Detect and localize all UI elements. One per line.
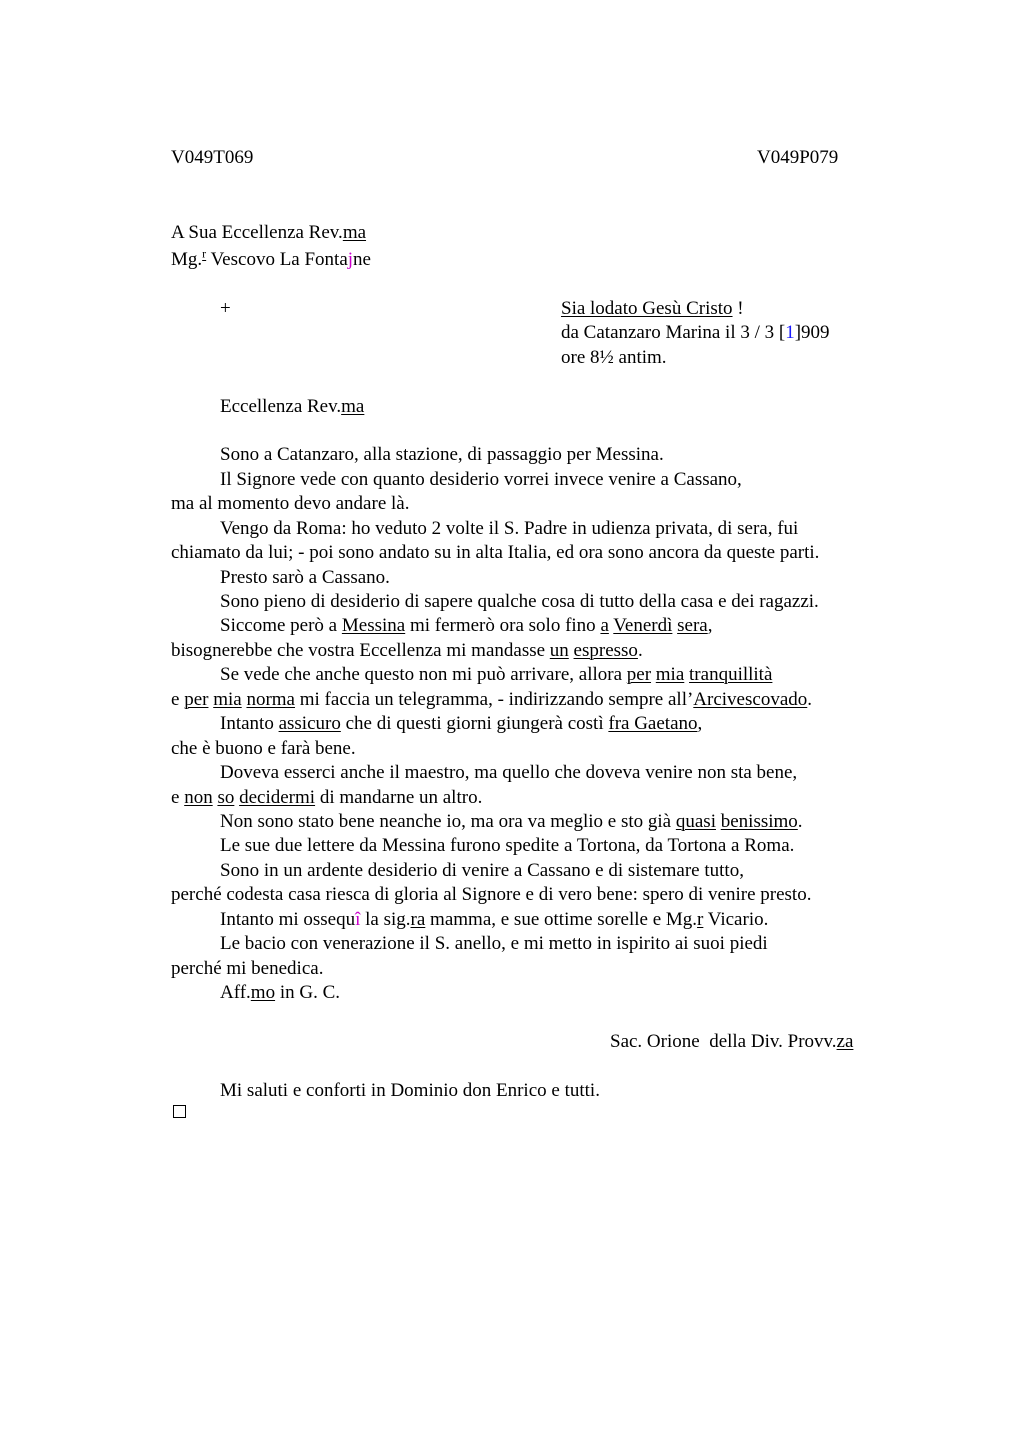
signature: Sac. Orione della Div. Provv.za [610,1031,854,1052]
body-line: perché mi benedica. [171,958,324,979]
header-left-code: V049T069 [171,147,254,168]
address-line-1: A Sua Eccellenza Rev.ma [171,222,367,243]
body-line: e non so decidermi di mandarne un altro. [171,787,483,808]
body-line: Sono a Catanzaro, alla stazione, di passaggio per Messina. [220,444,664,465]
body-line: Intanto assicuro che di questi giorni giungerà costì fra Gaetano, [220,713,703,734]
header-right-code: V049P079 [757,147,839,168]
body-line: ma al momento devo andare là. [171,493,410,514]
body-line: Il Signore vede con quanto desiderio vorrei invece venire a Cassano, [220,469,742,490]
body-line: Intanto mi ossequî la sig.ra mamma, e sue ottime sorelle e Mg.r Vicario. [220,909,769,930]
body-line: e per mia norma mi faccia un telegramma, - indirizzando sempre all’Arcivescovado. [171,689,813,710]
praise-line: Sia lodato Gesù Cristo ! [561,298,744,319]
address-line-2: Mg.$^r$ Vescovo La Fontajne [171,246,371,270]
body-line: Doveva esserci anche il maestro, ma quello che doveva venire non sta bene, [220,762,798,783]
body-line: Non sono stato bene neanche io, ma ora va meglio e sto già quasi benissimo. [220,811,803,832]
cross-mark: + [220,298,231,319]
body-line: Sono in un ardente desiderio di venire a Cassano e di sistemare tutto, [220,860,744,881]
body-line: Se vede che anche questo non mi può arrivare, allora per mia tranquillità [220,664,773,685]
place-date-line: da Catanzaro Marina il 3 / 3 [1]909 [561,322,830,343]
body-line: Sono pieno di desiderio di sapere qualche cosa di tutto della casa e dei ragazzi. [220,591,819,612]
body-line: chiamato da lui; - poi sono andato su in alta Italia, ed ora sono ancora da queste parti. [171,542,820,563]
body-line: Le bacio con venerazione il S. anello, e mi metto in ispirito ai suoi piedi [220,933,768,954]
body-line: perché codesta casa riesca di gloria al Signore e di vero bene: spero di venire presto. [171,884,812,905]
body-line: Le sue due lettere da Messina furono spedite a Tortona, da Tortona a Roma. [220,835,795,856]
body-line: Vengo da Roma: ho veduto 2 volte il S. Padre in udienza privata, di sera, fui [220,518,799,539]
body-line: che è buono e farà bene. [171,738,356,759]
body-line: Presto sarò a Cassano. [220,567,390,588]
salutation: Eccellenza Rev.ma [220,396,365,417]
end-marker-box [173,1105,186,1118]
closing-line: Aff.mo in G. C. [220,982,341,1003]
postscript: Mi saluti e conforti in Dominio don Enrico e tutti. [220,1080,600,1101]
time-line: ore 8½ antim. [561,347,667,368]
body-line: bisognerebbe che vostra Eccellenza mi mandasse un espresso. [171,640,643,661]
body-line: Siccome però a Messina mi fermerò ora solo fino a Venerdì sera, [220,615,713,636]
